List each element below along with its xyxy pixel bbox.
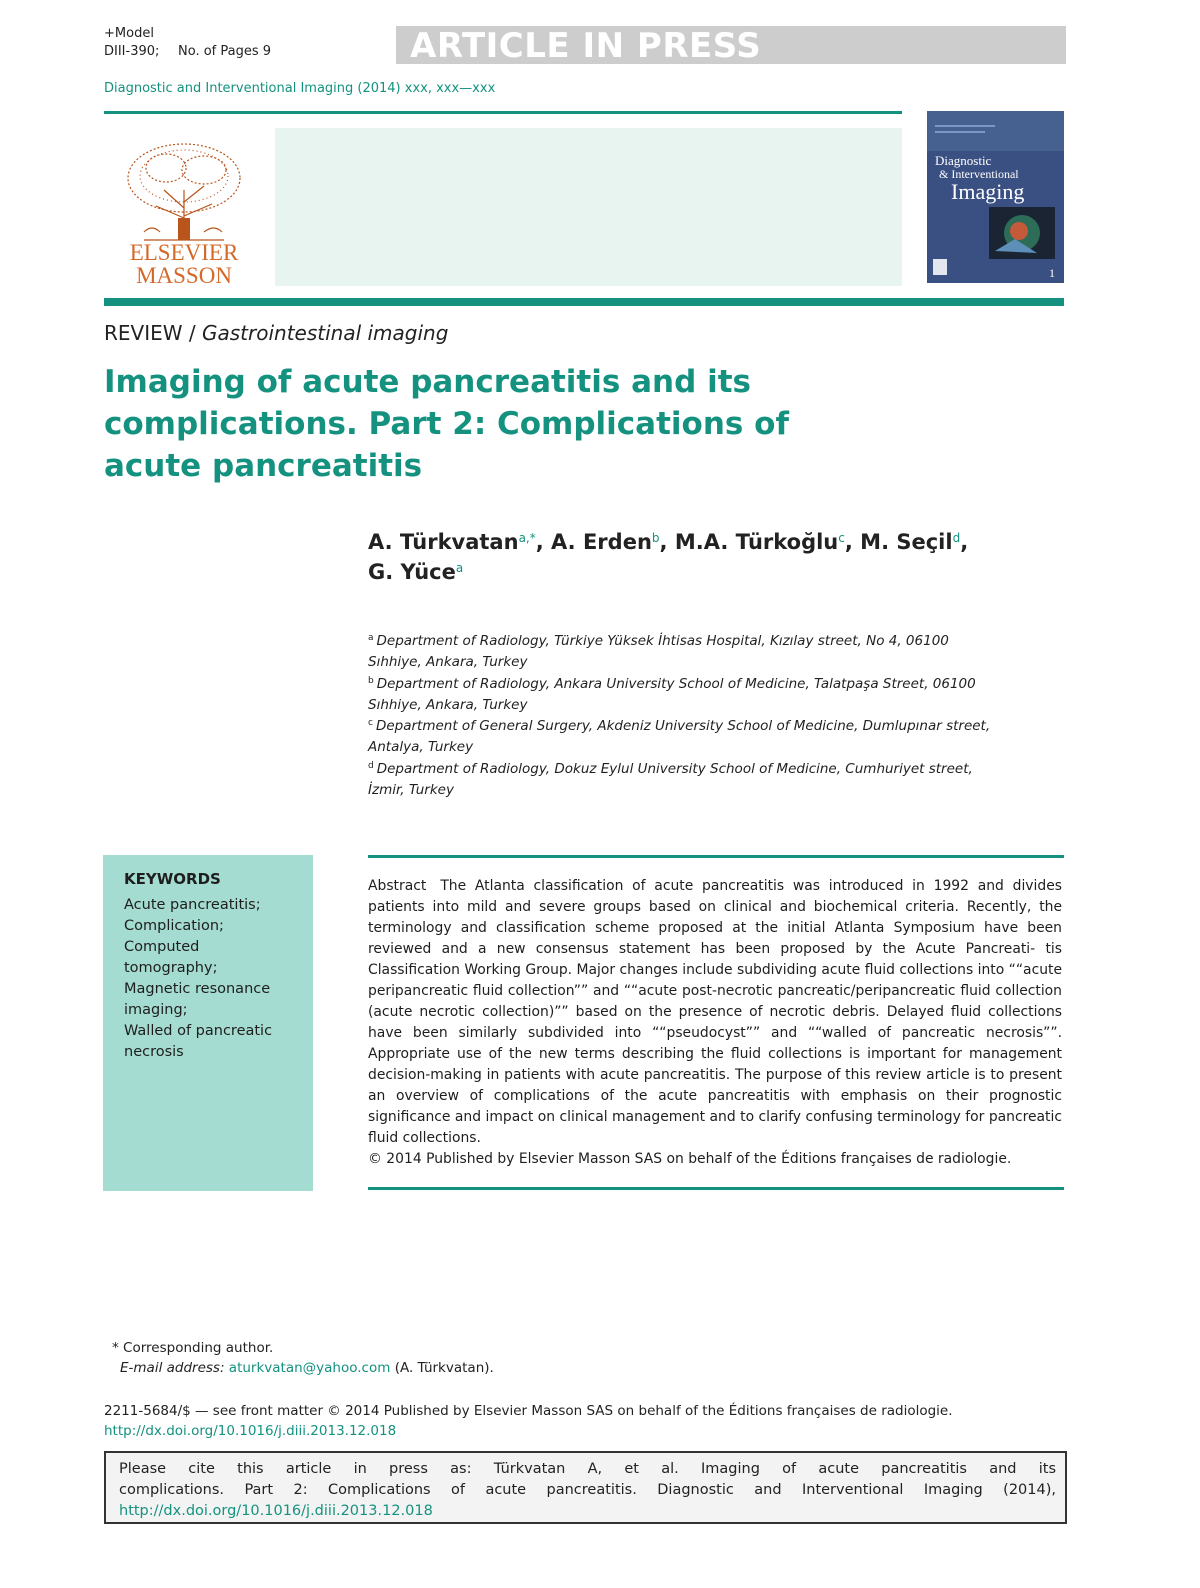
affiliation-d [368,759,1068,801]
doi-link[interactable]: http://dx.doi.org/10.1016/j.diii.2013.12.018 [104,1423,397,1439]
keyword-item: Magnetic resonance [124,981,271,997]
cover-title-line1: Diagnostic [935,153,992,168]
title-line-3: acute pancreatitis [104,448,423,484]
affiliation-text: Sıhhiye, Ankara, Turkey [368,654,528,670]
front-matter-line: 2211-5684/$ — see front matter © 2014 Published by Elsevier Masson SAS on behalf of the Éditions françaises de radiologie. [104,1403,953,1419]
abstract [368,876,1062,1170]
affiliation-text: Antalya, Turkey [368,739,474,755]
abstract-text: The Atlanta classification of acute pancreatitis was introduced in 1992 and divides patients into mild and severe groups based on clinical and biochemical criteria. Recently, the terminology and classification scheme proposed at the initial Atlanta Symposium have been reviewed and a new consensus statement has been proposed by the Acute Pancreati- tis Classification Working Group. Major changes include subdividing acute fluid collections into ““acute peripancreatic fluid collection”” and ““acute post-necrotic pancreatic/peripancreatic fluid collection (acute necrotic collection)”” based on the presence of necrotic debris. Delayed fluid collections have been similarly subdivided into ““pseudocyst”” and ““walled of pancreatic necrosis””. Appropriate use of the new terms describing the fluid collections is important for management decision-making in patients with acute pancreatitis. The purpose of this review article is to present an overview of complications of the acute pancreatitis with emphasis on their prognostic significance and impact on clinical management and to clarify confusing terminology for pancreatic fluid collections. [368,878,1063,1146]
journal-cover-image[interactable] [927,111,1064,283]
keyword-item: Acute pancreatitis; [124,897,261,913]
corresponding-footnote [112,1338,1012,1378]
banner-bottom-rule [104,298,1064,306]
section-topic: Gastrointestinal imaging [201,321,449,345]
title-line-2: complications. Part 2: Complications of [104,406,789,442]
top-rule [104,111,902,114]
cite-line-2: complications. Part 2: Complications of acute pancreatitis. Diagnostic and Interventional Imaging (2014), [119,1482,1056,1498]
email-link[interactable]: aturkvatan@yahoo.com [228,1360,391,1376]
section-type: REVIEW [104,321,183,345]
article-in-press-banner [396,26,1066,64]
affiliation-text: Sıhhiye, Ankara, Turkey [368,697,528,713]
affiliation-text: İzmir, Turkey [368,782,454,798]
affiliation-text: Department of Radiology, Dokuz Eylul University School of Medicine, Cumhuriyet street, [376,761,973,777]
author-affil-mark[interactable]: a,* [518,531,536,545]
keyword-item: tomography; [124,960,218,976]
elsevier-masson-logo [104,128,264,288]
keyword-item: Computed [124,939,200,955]
keyword-item: Complication; [124,918,224,934]
affiliation-text: Department of Radiology, Ankara University School of Medicine, Talatpaşa Street, 06100 [376,676,976,692]
page-count: No. of Pages 9 [178,44,272,59]
front-matter [104,1401,1004,1441]
author-name: A. Türkvatan [368,530,519,554]
article-in-press-label: ARTICLE IN PRESS [410,26,762,66]
article-title [104,361,864,487]
affiliation-mark: d [368,761,374,771]
publisher-name-line2: MASSON [136,263,232,288]
affiliation-c [368,716,1068,758]
section-label [104,321,448,345]
affiliation-a [368,631,1068,673]
author-list [368,527,1068,587]
affiliation-b [368,674,1068,716]
keywords-heading: KEYWORDS [124,870,221,888]
abstract-copyright: © 2014 Published by Elsevier Masson SAS on behalf of the Éditions françaises de radiologie. [368,1151,1012,1167]
article-code: DIII-390; [104,44,160,59]
cover-artwork [927,111,1064,283]
cite-box [104,1451,1067,1524]
abstract-top-rule [368,855,1064,858]
author-affil-mark[interactable]: c [838,531,845,545]
keywords-list [124,895,304,1063]
affiliation-text: Department of General Surgery, Akdeniz University School of Medicine, Dumlupınar street, [375,718,991,734]
footnote-star: * [112,1340,119,1356]
cite-line-1: Please cite this article in press as: Türkvatan A, et al. Imaging of acute pancreatitis and its [119,1461,1056,1477]
banner-panel [275,128,902,286]
cover-title-line2: & Interventional [939,167,1019,181]
abstract-label: Abstract [368,878,427,894]
title-line-1: Imaging of acute pancreatitis and its [104,364,751,400]
affiliation-mark: c [368,718,373,728]
cover-title-line3: Imaging [951,179,1025,204]
author-separator: , [960,530,969,554]
svg-text:1: 1 [1049,266,1055,280]
model-label: +Model [104,26,154,41]
keyword-item: Walled of pancreatic [124,1023,273,1039]
journal-citation-line[interactable]: Diagnostic and Interventional Imaging (2014) xxx, xxx—xxx [104,81,496,96]
footnote-corresponding: Corresponding author. [123,1340,274,1356]
section-separator: / [182,321,202,345]
affiliation-mark: a [368,633,374,643]
author-name: M.A. Türkoğlu [674,530,839,554]
publisher-name-line1: ELSEVIER [129,240,239,265]
author-separator: , [659,530,675,554]
keyword-item: necrosis [124,1044,184,1060]
author-separator: , [844,530,861,554]
author-name: M. Seçil [860,530,953,554]
cite-text [119,1459,1056,1522]
email-name: (A. Türkvatan). [394,1360,494,1376]
author-separator: , [535,530,552,554]
author-affil-mark[interactable]: b [651,531,660,545]
affiliation-mark: b [368,676,374,686]
abstract-bottom-rule [368,1187,1064,1190]
author-name: G. Yüce [368,560,456,584]
author-affil-mark[interactable]: a [455,561,464,575]
cite-doi-link[interactable]: http://dx.doi.org/10.1016/j.diii.2013.12.018 [119,1503,433,1519]
keyword-item: imaging; [124,1002,188,1018]
affiliation-text: Department of Radiology, Türkiye Yüksek İhtisas Hospital, Kızılay street, No 4, 06100 [376,633,949,649]
author-name: A. Erden [551,530,652,554]
author-affil-mark[interactable]: d [952,531,961,545]
email-label: E-mail address: [120,1360,225,1376]
elsevier-tree-icon [104,128,264,288]
